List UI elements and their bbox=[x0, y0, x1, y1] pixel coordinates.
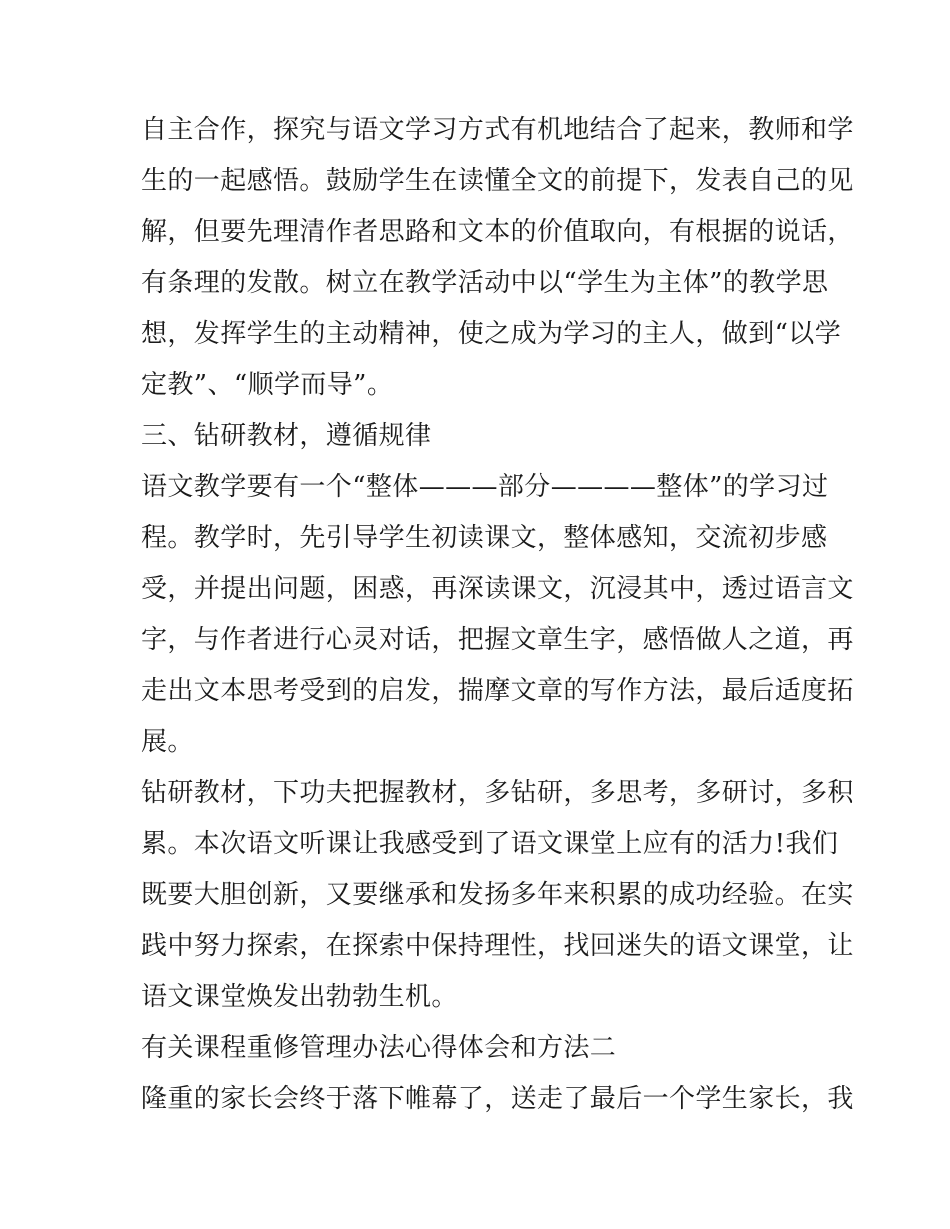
text-line: 钻研教材，下功夫把握教材，多钻研，多思考，多研讨，多积 bbox=[141, 778, 854, 808]
text-line: 语文课堂焕发出勃勃生机。 bbox=[141, 982, 458, 1012]
section-heading: 有关课程重修管理办法心得体会和方法二 bbox=[141, 1033, 617, 1063]
text-line: 受，并提出问题，困惑，再深读课文，沉浸其中，透过语言文 bbox=[141, 574, 854, 604]
text-line: 程。教学时，先引导学生初读课文，整体感知，交流初步感 bbox=[141, 523, 828, 553]
text-line: 有条理的发散。树立在教学活动中以“学生为主体”的教学思 bbox=[141, 268, 829, 298]
text-line: 想，发挥学生的主动精神，使之成为学习的主人，做到“以学 bbox=[141, 319, 842, 349]
text-line: 字，与作者进行心灵对话，把握文章生字，感悟做人之道，再 bbox=[141, 625, 854, 655]
text-line: 语文教学要有一个“整体———部分————整体”的学习过 bbox=[141, 472, 829, 502]
text-line: 展。 bbox=[141, 727, 194, 757]
text-line: 既要大胆创新，又要继承和发扬多年来积累的成功经验。在实 bbox=[141, 880, 854, 910]
text-line: 隆重的家长会终于落下帷幕了，送走了最后一个学生家长，我 bbox=[141, 1084, 854, 1114]
text-line: 践中努力探索，在探索中保持理性，找回迷失的语文课堂，让 bbox=[141, 931, 854, 961]
text-line: 走出文本思考受到的启发，揣摩文章的写作方法，最后适度拓 bbox=[141, 676, 854, 706]
text-line: 累。本次语文听课让我感受到了语文课堂上应有的活力!我们 bbox=[141, 829, 839, 859]
section-heading: 三、钻研教材，遵循规律 bbox=[141, 421, 432, 451]
text-line: 自主合作，探究与语文学习方式有机地结合了起来，教师和学 bbox=[141, 115, 854, 145]
text-line: 解，但要先理清作者思路和文本的价值取向，有根据的说话， bbox=[141, 217, 854, 247]
text-line: 定教”、“顺学而导”。 bbox=[141, 370, 394, 400]
text-line: 生的一起感悟。鼓励学生在读懂全文的前提下，发表自己的见 bbox=[141, 166, 854, 196]
